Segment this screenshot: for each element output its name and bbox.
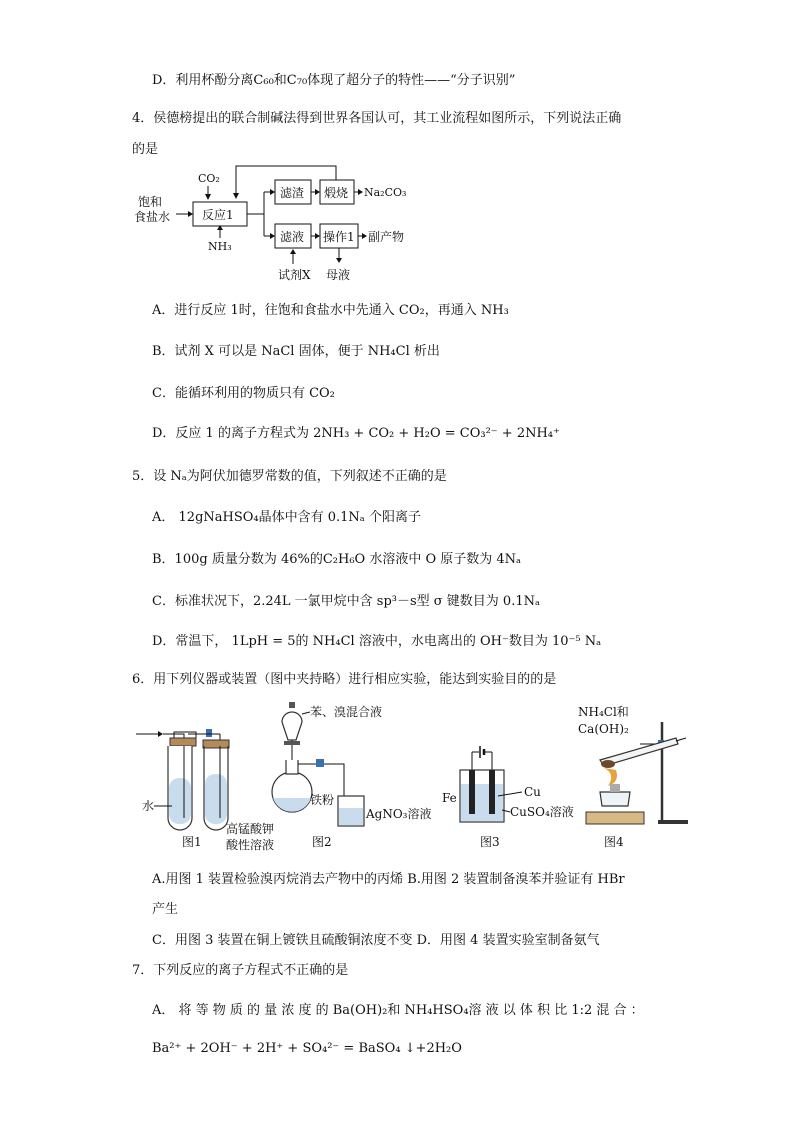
q6-options-c-d: C．用图 3 装置在铜上镀铁且硫酸铜浓度不变 D．用图 4 装置实验室制备氨气 xyxy=(152,933,600,948)
fig1-caption: 图1 xyxy=(182,835,202,849)
flow-co2: CO₂ xyxy=(198,172,220,185)
fig3-cu: Cu xyxy=(524,785,541,799)
flow-mother-liquor: 母液 xyxy=(326,268,351,282)
q4-stem-cont: 的是 xyxy=(132,142,159,157)
q3-option-d: D．利用杯酚分离C₆₀和C₇₀体现了超分子的特性——“分子识别” xyxy=(152,73,516,88)
fig1-kmno4-2: 酸性溶液 xyxy=(226,838,275,852)
q5-option-b: B．100g 质量分数为 46%的C₂H₆O 水溶液中 O 原子数为 4Nₐ xyxy=(152,552,522,567)
q4-option-d: D．反应 1 的离子方程式为 2NH₃ + CO₂ + H₂O = CO₃²⁻ + 2NH₄⁺ xyxy=(152,426,560,441)
q4-option-c: C．能循环利用的物质只有 CO₂ xyxy=(152,386,335,401)
q5-option-a: A． 12gNaHSO₄晶体中含有 0.1Nₐ 个阳离子 xyxy=(152,510,421,525)
flow-reaction: 反应1 xyxy=(202,208,234,222)
q5-option-d: D．常温下， 1LpH = 5的 NH₄Cl 溶液中，水电离出的 OH⁻数目为 10⁻⁵ Nₐ xyxy=(152,634,602,649)
fig2-mix: 苯、溴混合液 xyxy=(310,705,383,719)
q4-option-b: B．试剂 X 可以是 NaCl 固体，便于 NH₄Cl 析出 xyxy=(152,344,440,359)
flow-operation: 操作1 xyxy=(323,230,355,244)
fig3-fe: Fe xyxy=(442,791,457,805)
q6-stem: 6．用下列仪器或装置（图中夹持略）进行相应实验，能达到实验目的的是 xyxy=(132,672,557,687)
q7-option-a: A． 将 等 物 质 的 量 浓 度 的 Ba(OH)₂和 NH₄HSO₄溶 液 以 体 积 比 1:2 混 合 ： xyxy=(152,1003,644,1018)
fig3-cuso4: CuSO₄溶液 xyxy=(510,805,574,819)
fig2-caption: 图2 xyxy=(312,835,332,849)
fig4-caption: 图4 xyxy=(604,835,624,849)
fig1-kmno4-1: 高锰酸钾 xyxy=(226,822,275,836)
flow-calcine: 煅烧 xyxy=(324,186,349,200)
fig2-iron: 铁粉 xyxy=(310,793,335,807)
flow-residue: 滤渣 xyxy=(280,186,305,200)
fig3-caption: 图3 xyxy=(480,835,500,849)
q7-option-a-equation: Ba²⁺ + 2OH⁻ + 2H⁺ + SO₄²⁻ = BaSO₄ ↓+2H₂O xyxy=(152,1041,462,1056)
fig4-reagent-2: Ca(OH)₂ xyxy=(578,722,629,736)
q5-stem: 5．设 Nₐ为阿伏加德罗常数的值，下列叙述不正确的是 xyxy=(132,469,447,484)
q4-stem: 4．侯德榜提出的联合制碱法得到世界各国认可，其工业流程如图所示，下列说法正确 xyxy=(132,111,622,126)
figure-2 xyxy=(272,702,432,849)
q4-flow-diagram xyxy=(130,160,430,290)
flow-nh3: NH₃ xyxy=(208,240,232,253)
q6-apparatus-figures xyxy=(130,700,690,860)
flow-reagent: 试剂X xyxy=(278,268,311,282)
q7-stem: 7．下列反应的离子方程式不正确的是 xyxy=(132,963,349,978)
q6-options-a-b: A.用图 1 装置检验溴丙烷消去产物中的丙烯 B.用图 2 装置制备溴苯并验证有 HBr xyxy=(152,872,625,887)
q6-option-b-cont: 产生 xyxy=(152,902,179,917)
flow-input-1: 饱和 xyxy=(138,195,163,209)
flow-byproduct: 副产物 xyxy=(368,230,405,244)
fig1-water: 水 xyxy=(142,799,155,813)
q5-option-c: C．标准状况下，2.24L 一氯甲烷中含 sp³－s型 σ 键数目为 0.1Nₐ xyxy=(152,594,541,609)
q4-option-a: A．进行反应 1时，往饱和食盐水中先通入 CO₂，再通入 NH₃ xyxy=(152,303,509,318)
figure-4 xyxy=(578,705,688,849)
flow-filtrate: 滤液 xyxy=(280,230,305,244)
figure-1 xyxy=(136,729,274,852)
flow-input-2: 食盐水 xyxy=(134,210,171,224)
fig4-reagent-1: NH₄Cl和 xyxy=(578,705,629,719)
fig2-agno3: AgNO₃溶液 xyxy=(366,807,432,821)
flow-product: Na₂CO₃ xyxy=(364,186,407,199)
figure-3 xyxy=(442,746,574,849)
